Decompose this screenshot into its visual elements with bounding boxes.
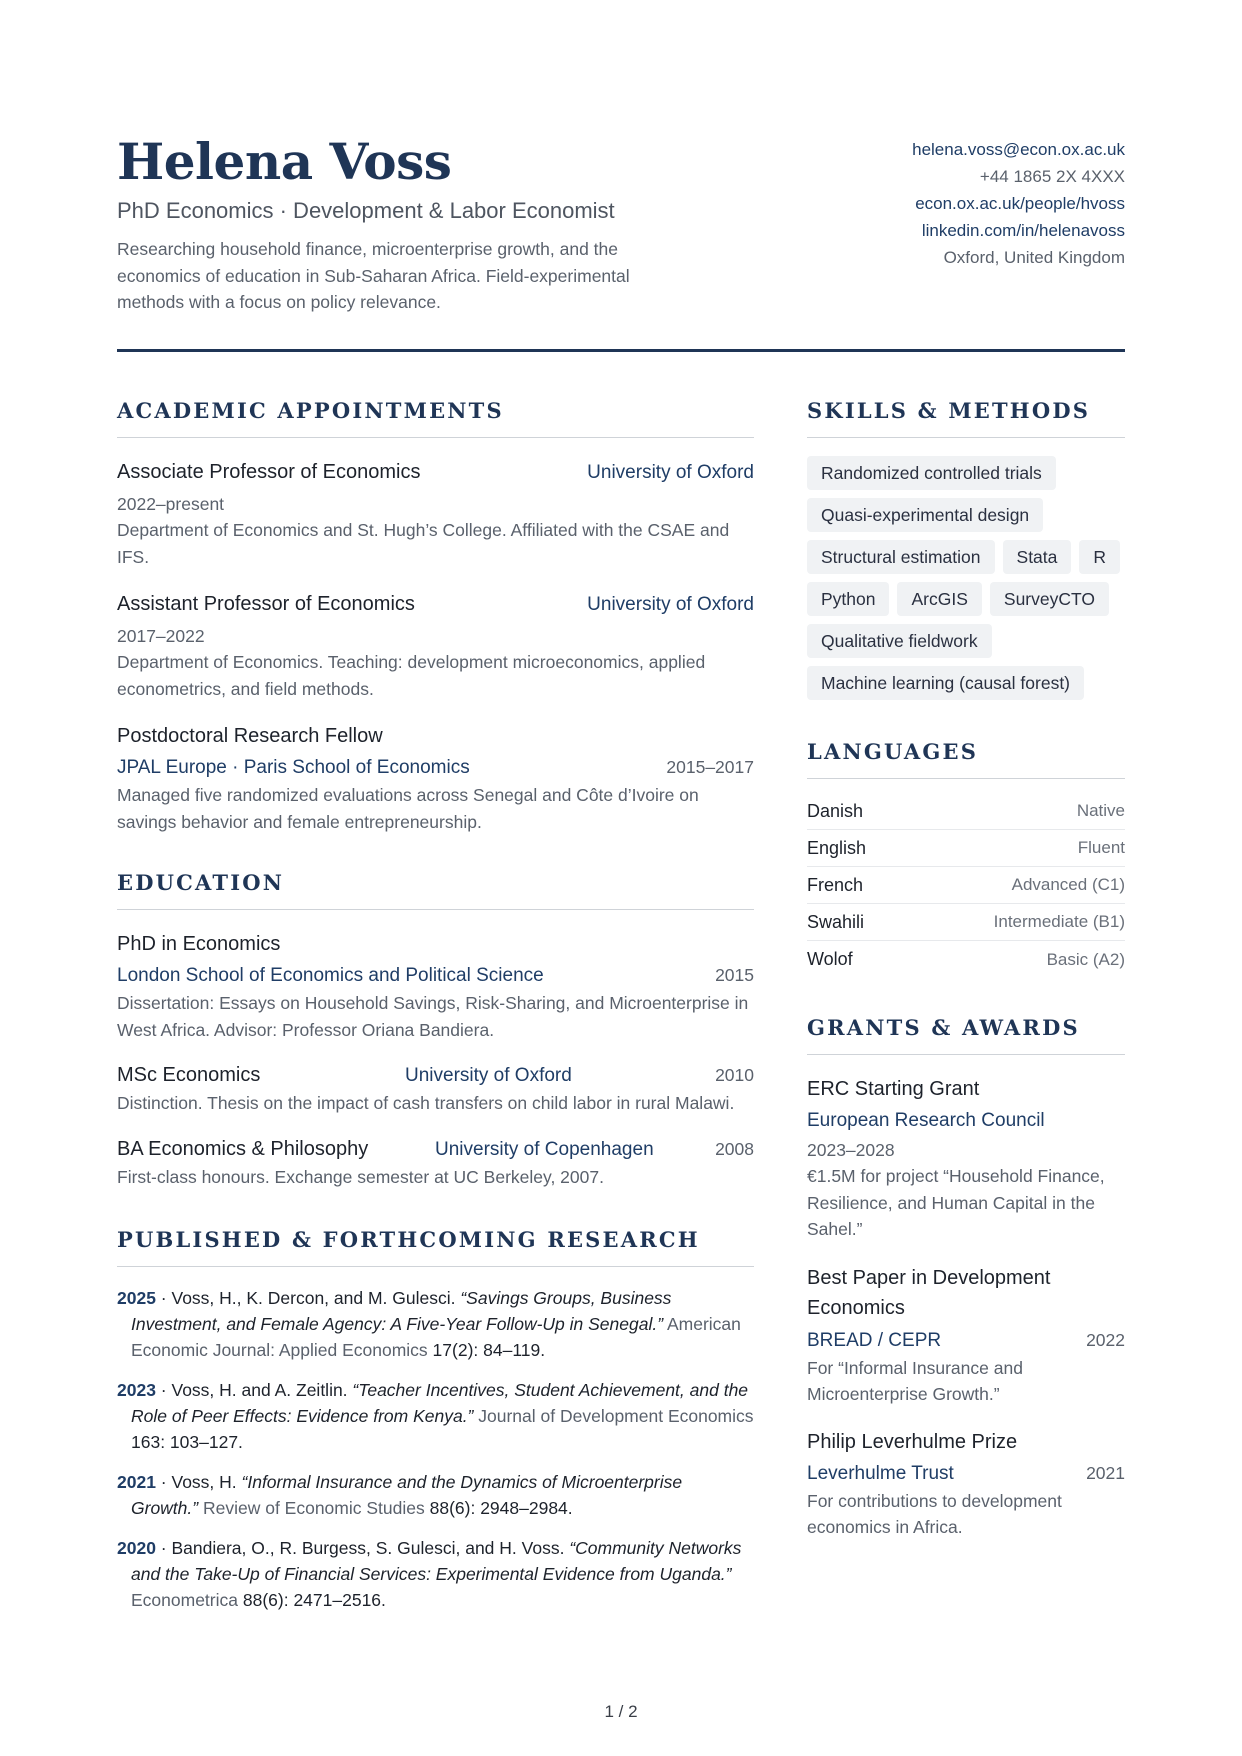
education-org: University of Oxford [405, 1065, 572, 1086]
section-divider [807, 1054, 1125, 1055]
publication-item [117, 1535, 754, 1613]
page-number: 1 / 2 [604, 1702, 638, 1721]
publication-year: 2023 [117, 1380, 156, 1400]
sidebar-column [807, 397, 1125, 1541]
section-title: GRANTS & AWARDS [807, 1015, 1080, 1040]
skill-chip: SurveyCTO [990, 582, 1109, 616]
language-name: French [807, 874, 864, 895]
publication-venue: Journal of Development Economics [473, 1406, 754, 1426]
headline: PhD Economics · Development & Labor Economist [117, 198, 615, 223]
language-row [807, 867, 1125, 904]
appointment-entry [117, 590, 754, 702]
grant-desc: €1.5M for project “Household Finance, Resilience, and Human Capital in the Sahel.” [807, 1166, 1105, 1239]
language-name: Swahili [807, 911, 865, 932]
appointment-org: University of Oxford [587, 462, 754, 483]
location: Oxford, United Kingdom [943, 248, 1125, 267]
email-link[interactable]: helena.voss@econ.ox.ac.uk [912, 140, 1125, 159]
website-link[interactable]: econ.ox.ac.uk/people/hvoss [915, 194, 1125, 213]
skill-chip: Qualitative fieldwork [807, 624, 992, 658]
skill-chip: Machine learning (causal forest) [807, 666, 1084, 700]
publication-title: “Teacher Incentives, Student Achievement, and the Role of Peer Effects: Evidence from Kenya.” [131, 1380, 749, 1426]
section-title: PUBLISHED & FORTHCOMING RESEARCH [117, 1227, 700, 1252]
section-title: LANGUAGES [807, 739, 979, 764]
section-title: EDUCATION [117, 870, 285, 895]
skill-chip: Stata [1003, 540, 1072, 574]
grant-org: Leverhulme Trust [807, 1462, 954, 1484]
education-degree: MSc Economics [117, 1064, 261, 1086]
appointment-desc: Department of Economics. Teaching: development microeconomics, applied econometrics, and field methods. [117, 652, 706, 699]
contact-block [912, 136, 1125, 271]
education-degree: PhD in Economics [117, 933, 281, 955]
section-divider [807, 437, 1125, 438]
publication-venue: Review of Economic Studies [198, 1498, 425, 1518]
languages-section [807, 738, 1125, 978]
grant-entry [807, 1263, 1125, 1408]
grants-section [807, 1014, 1125, 1541]
skill-chip: Quasi-experimental design [807, 498, 1043, 532]
person-name: Helena Voss [117, 132, 452, 191]
publication-item [117, 1285, 754, 1363]
skill-chip: ArcGIS [897, 582, 981, 616]
education-desc: Distinction. Thesis on the impact of cash transfers on child labor in rural Malawi. [117, 1093, 735, 1113]
languages-table [807, 793, 1125, 978]
publication-citation: 17(2): 84–119. [427, 1340, 546, 1360]
language-level: Advanced (C1) [1011, 875, 1125, 894]
education-entry [117, 1061, 754, 1117]
appointment-org: JPAL Europe · Paris School of Economics [117, 757, 470, 778]
language-row [807, 941, 1125, 978]
grant-name: Philip Leverhulme Prize [807, 1430, 1018, 1453]
appointment-entry [117, 722, 754, 835]
publication-item [117, 1469, 754, 1521]
publication-citation: 88(6): 2471–2516. [238, 1590, 386, 1610]
grant-name: Best Paper in Development Economics [807, 1266, 1051, 1319]
language-level: Native [1076, 801, 1125, 820]
research-section [117, 1226, 754, 1613]
language-level: Intermediate (B1) [993, 912, 1125, 931]
section-divider [117, 1266, 754, 1267]
main-column [117, 397, 754, 1613]
education-desc: First-class honours. Exchange semester at UC Berkeley, 2007. [117, 1166, 604, 1187]
publication-year: 2021 [117, 1472, 156, 1492]
section-divider [117, 437, 754, 438]
publication-title: “Informal Insurance and the Dynamics of Microenterprise Growth.” [131, 1472, 683, 1518]
publication-item [117, 1377, 754, 1455]
appointment-desc: Managed five randomized evaluations across Senegal and Côte d’Ivoire on savings behavior and female entrepreneurship. [117, 785, 699, 832]
education-section [117, 869, 754, 1190]
education-org: London School of Economics and Political Science [117, 965, 544, 986]
skill-chip: R [1079, 540, 1120, 574]
grant-org: European Research Council [807, 1110, 1045, 1131]
publication-authors: · Voss, H., K. Dercon, and M. Gulesci. [155, 1288, 461, 1308]
resume-header [117, 132, 1125, 312]
skills-list [807, 456, 1125, 700]
skill-chip: Randomized controlled trials [807, 456, 1056, 490]
appointment-dates: 2022–present [117, 494, 225, 514]
grant-entry [807, 1075, 1125, 1243]
summary: Researching household finance, microenterprise growth, and the economics of education in Sub-Saharan Africa. Field-experimental methods with a focus on policy relevance. [117, 239, 630, 312]
publication-year: 2020 [117, 1538, 156, 1558]
skill-chip: Python [807, 582, 889, 616]
education-year: 2008 [715, 1138, 754, 1159]
appointment-entry [117, 458, 754, 570]
section-divider [117, 909, 754, 910]
language-row [807, 793, 1125, 830]
section-title: ACADEMIC APPOINTMENTS [117, 398, 504, 423]
language-row [807, 904, 1125, 941]
publication-year: 2025 [117, 1288, 156, 1308]
education-degree: BA Economics & Philosophy [117, 1137, 369, 1160]
education-year: 2010 [715, 1065, 754, 1085]
appointment-role: Postdoctoral Research Fellow [117, 725, 383, 747]
phone-number: +44 1865 2X 4XXX [979, 167, 1125, 186]
publication-venue: Econometrica [131, 1590, 238, 1610]
section-divider [807, 778, 1125, 779]
publication-venue: American Economic Journal: Applied Economics [131, 1314, 741, 1360]
language-level: Basic (A2) [1046, 949, 1125, 969]
skills-section [807, 397, 1125, 700]
education-org: University of Copenhagen [435, 1138, 654, 1160]
appointment-org: University of Oxford [587, 594, 754, 615]
publication-citation: 163: 103–127. [131, 1432, 243, 1452]
grant-desc: For “Informal Insurance and Microenterprise Growth.” [807, 1357, 1023, 1404]
publication-title: “Community Networks and the Take-Up of Financial Services: Experimental Evidence from Uganda.” [131, 1538, 742, 1584]
language-level: Fluent [1077, 838, 1125, 857]
publication-authors: · Voss, H. [155, 1472, 242, 1492]
language-name: Danish [807, 800, 864, 821]
appointment-dates: 2015–2017 [666, 757, 754, 777]
grant-desc: For contributions to development economics in Africa. [807, 1490, 1062, 1537]
publication-title: “Savings Groups, Business Investment, and Female Agency: A Five-Year Follow-Up in Senegal.” [131, 1288, 672, 1334]
language-name: Wolof [807, 949, 853, 969]
grant-name: ERC Starting Grant [807, 1078, 980, 1100]
skill-chip: Structural estimation [807, 540, 995, 574]
education-year: 2015 [715, 965, 754, 985]
grant-year: 2021 [1086, 1462, 1125, 1483]
education-entry [117, 1135, 754, 1191]
publication-citation: 88(6): 2948–2984. [424, 1498, 573, 1518]
grant-entry [807, 1428, 1125, 1541]
section-title: SKILLS & METHODS [807, 398, 1091, 423]
appointment-desc: Department of Economics and St. Hugh’s College. Affiliated with the CSAE and IFS. [117, 520, 730, 567]
publication-authors: · Voss, H. and A. Zeitlin. [155, 1380, 353, 1400]
language-name: English [807, 837, 867, 858]
education-entry [117, 930, 754, 1043]
grant-org: BREAD / CEPR [807, 1329, 942, 1351]
language-row [807, 830, 1125, 867]
appointment-role: Assistant Professor of Economics [117, 593, 415, 615]
header-divider [117, 349, 1125, 352]
appointment-role: Associate Professor of Economics [117, 461, 421, 483]
appointment-dates: 2017–2022 [117, 626, 205, 646]
education-desc: Dissertation: Essays on Household Savings, Risk-Sharing, and Microenterprise in West Africa. Advisor: Professor Oriana Bandiera. [117, 993, 749, 1040]
grant-year: 2022 [1086, 1329, 1125, 1350]
grant-year: 2023–2028 [807, 1140, 895, 1160]
linkedin-link[interactable]: linkedin.com/in/helenavoss [921, 221, 1125, 240]
publication-authors: · Bandiera, O., R. Burgess, S. Gulesci, and H. Voss. [155, 1538, 570, 1558]
appointments-section [117, 397, 754, 835]
